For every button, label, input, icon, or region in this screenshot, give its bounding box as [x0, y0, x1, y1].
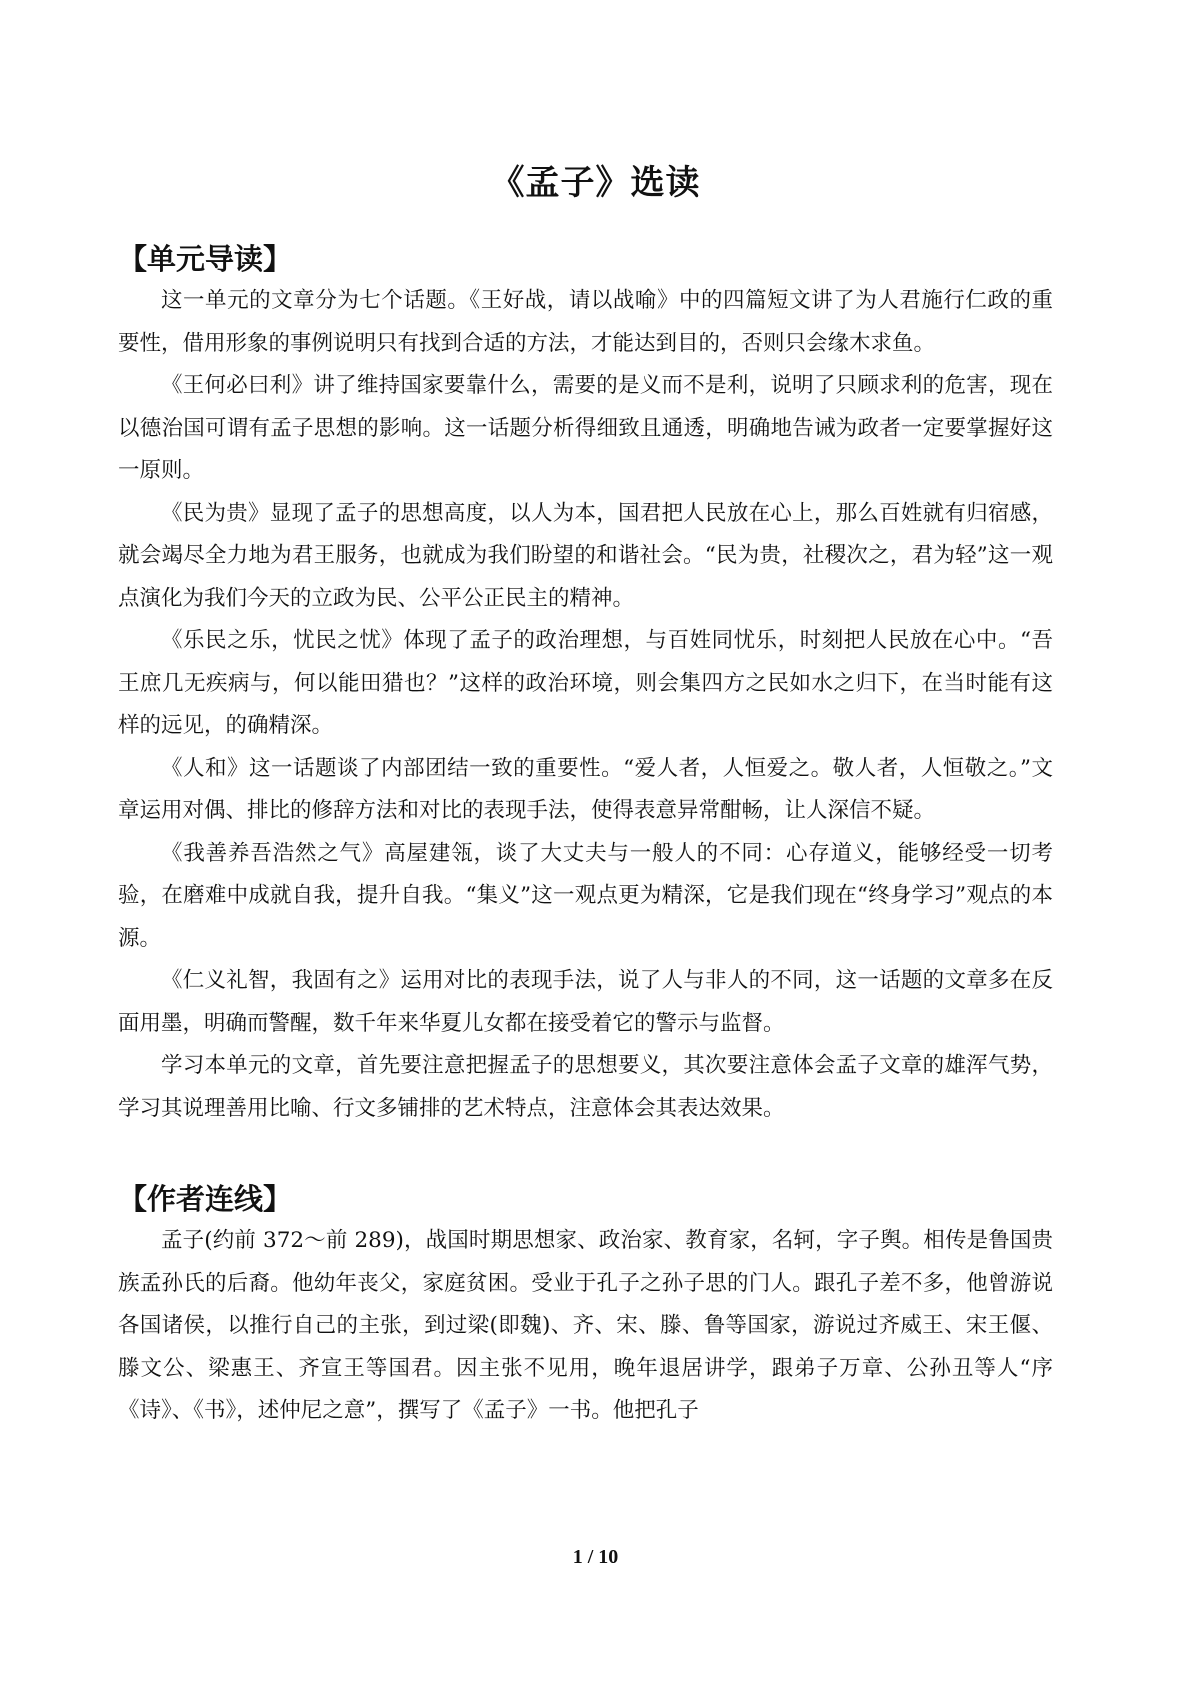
section-heading-author: 【作者连线】: [118, 1182, 293, 1216]
page-number: 1 / 10: [572, 1546, 619, 1568]
paragraph: 《乐民之乐，忧民之忧》体现了孟子的政治理想，与百姓同忧乐，时刻把人民放在心中。“吾王庶几无疾病与，何以能田猎也？”这样的政治环境，则会集四方之民如水之归下，在当时能有这样的远见，的确精深。: [118, 628, 1053, 738]
paragraph: 《民为贵》显现了孟子的思想高度，以人为本，国君把人民放在心上，那么百姓就有归宿感，就会竭尽全力地为君王服务，也就成为我们盼望的和谐社会。“民为贵，社稷次之，君为轻”这一观点演化为我们今天的立政为民、公平公正民主的精神。: [118, 500, 1053, 611]
section-body-unit-guide: [118, 280, 1053, 1130]
paragraph: 这一单元的文章分为七个话题。《王好战，请以战喻》中的四篇短文讲了为人君施行仁政的重要性，借用形象的事例说明只有找到合适的方法，才能达到目的，否则只会缘木求鱼。: [118, 288, 1053, 356]
paragraph: 《我善养吾浩然之气》高屋建瓴，谈了大丈夫与一般人的不同：心存道义，能够经受一切考验，在磨难中成就自我，提升自我。“集义”这一观点更为精深，它是我们现在“终身学习”观点的本源。: [118, 840, 1053, 951]
section-body-author: [118, 1220, 1053, 1433]
paragraph: 学习本单元的文章，首先要注意把握孟子的思想要义，其次要注意体会孟子文章的雄浑气势，学习其说理善用比喻、行文多铺排的艺术特点，注意体会其表达效果。: [118, 1053, 1053, 1121]
paragraph: 《王何必曰利》讲了维持国家要靠什么，需要的是义而不是利，说明了只顾求利的危害，现在以德治国可谓有孟子思想的影响。这一话题分析得细致且通透，明确地告诫为政者一定要掌握好这一原则。: [118, 373, 1053, 483]
paragraph: 《仁义礼智，我固有之》运用对比的表现手法，说了人与非人的不同，这一话题的文章多在反面用墨，明确而警醒，数千年来华夏儿女都在接受着它的警示与监督。: [118, 968, 1053, 1036]
paragraph: 孟子(约前 372～前 289)，战国时期思想家、政治家、教育家，名轲，字子舆。相传是鲁国贵族孟孙氏的后裔。他幼年丧父，家庭贫困。受业于孔子之孙子思的门人。跟孔子差不多，他曾游说各国诸侯，以推行自己的主张，到过梁(即魏)、齐、宋、滕、鲁等国家，游说过齐威王、宋王偃、滕文公、梁惠王、齐宣王等国君。因主张不见用，晚年退居讲学，跟弟子万章、公孙丑等人“序《诗》、《书》，述仲尼之意”，撰写了《孟子》一书。他把孔子: [118, 1228, 1053, 1423]
paragraph: 《人和》这一话题谈了内部团结一致的重要性。“爱人者，人恒爱之。敬人者，人恒敬之。”文章运用对偶、排比的修辞方法和对比的表现手法，使得表意异常酣畅，让人深信不疑。: [118, 755, 1053, 823]
document-title: 《孟子》选读: [490, 163, 701, 203]
section-heading-unit-guide: 【单元导读】: [118, 242, 293, 276]
